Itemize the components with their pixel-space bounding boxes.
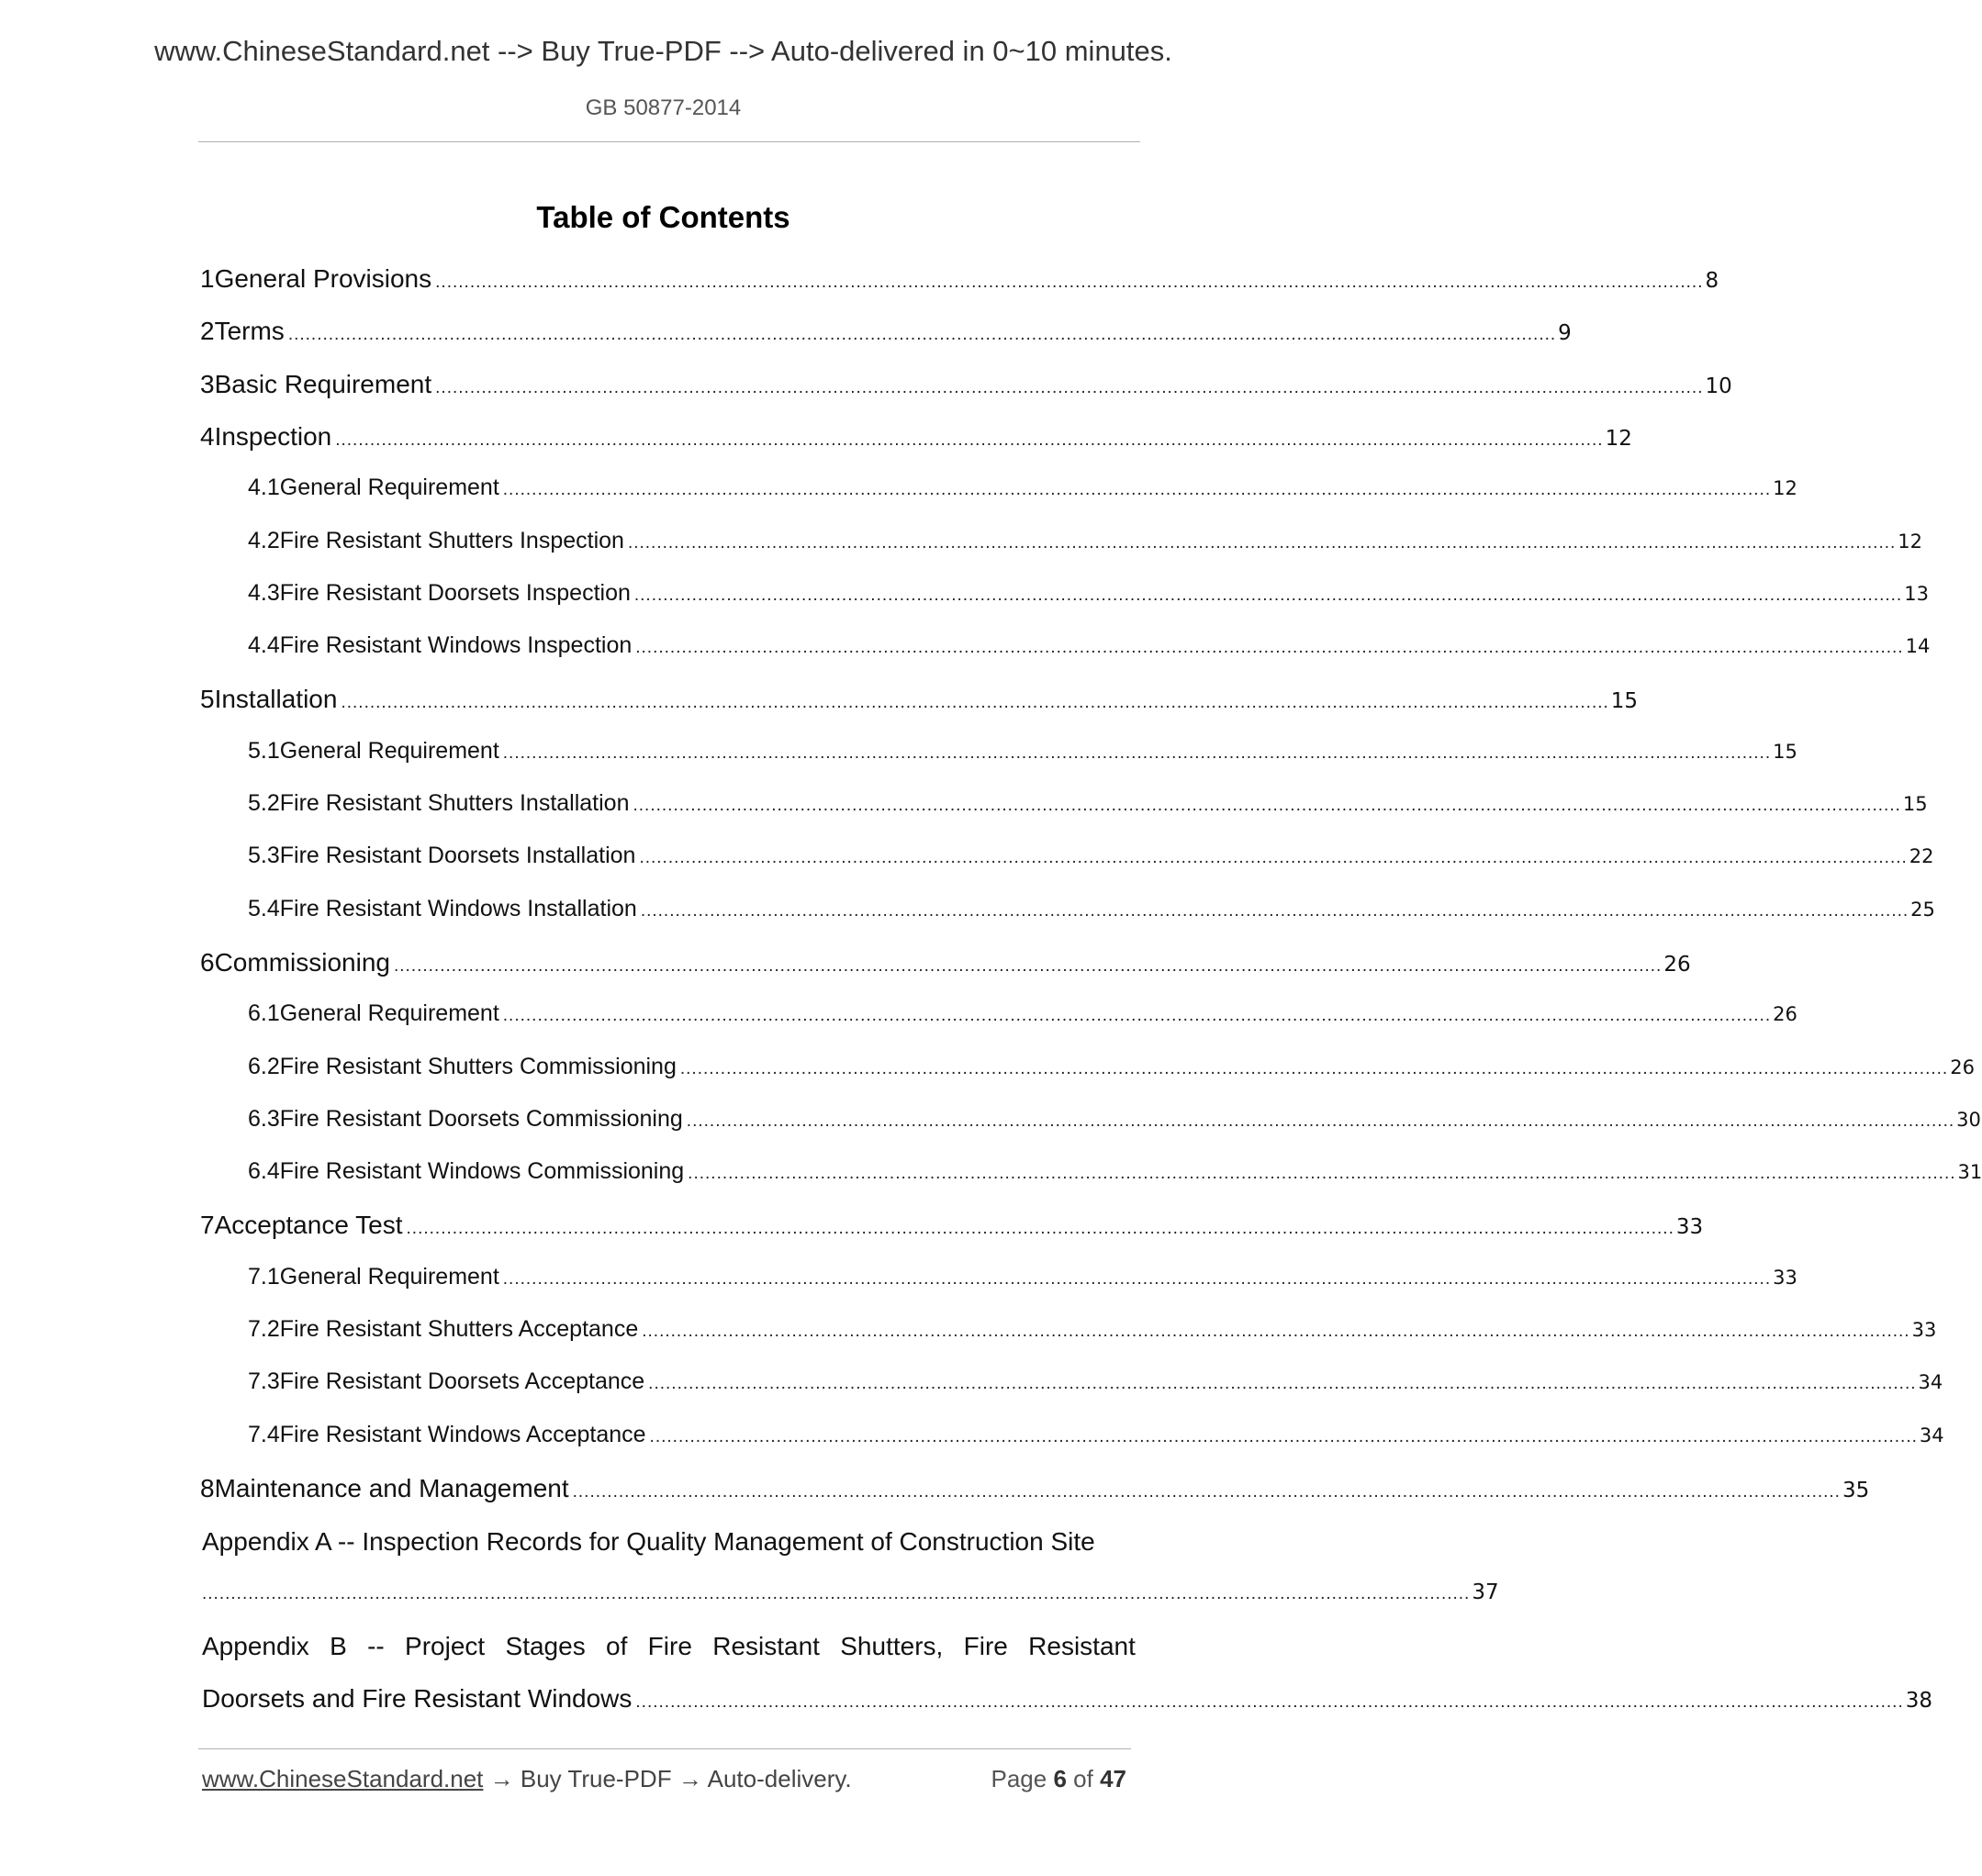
current-page-number: 6: [1053, 1765, 1067, 1792]
toc-number: 2: [200, 317, 215, 345]
leader-dots: ............................................................................................................................................................................................................................: [688, 1164, 1956, 1183]
leader-dots: ............................................................................................................................................................................................................................: [435, 273, 1704, 292]
toc-page-number: 22: [1909, 845, 1934, 867]
toc-section-entry[interactable]: [200, 948, 1691, 977]
leader-dots: ............................................................................................................................................................................................................................: [406, 1219, 1674, 1238]
leader-dots: ............................................................................................................................................................................................................................: [502, 480, 1772, 499]
toc-label: Fire Resistant Windows Commissioning: [279, 1158, 685, 1184]
toc-section-entry[interactable]: [200, 264, 1719, 294]
toc-label: Terms: [214, 317, 285, 345]
appendix-b-word: Fire: [963, 1632, 1008, 1660]
toc-section-entry[interactable]: [200, 685, 1639, 714]
toc-page-number: 12: [1773, 477, 1797, 499]
toc-subsection-entry[interactable]: [248, 1422, 1944, 1448]
leader-dots: ............................................................................................................................................................................................................................: [341, 693, 1609, 712]
toc-label: Maintenance and Management: [214, 1474, 569, 1502]
toc-page-number: 26: [1773, 1003, 1797, 1025]
toc-subsection-entry[interactable]: [248, 1264, 1797, 1290]
page-indicator: [991, 1765, 1126, 1793]
toc-label: Fire Resistant Windows Installation: [279, 896, 637, 921]
toc-number: 7.4: [248, 1422, 280, 1447]
toc-subsection-entry[interactable]: [248, 1368, 1943, 1395]
toc-number: 4.1: [248, 475, 280, 500]
appendix-b-word: Fire: [647, 1632, 692, 1660]
toc-label: Fire Resistant Shutters Inspection: [279, 528, 624, 553]
toc-page-number: 9: [1558, 321, 1572, 345]
appendix-b-title-line2[interactable]: [202, 1684, 1933, 1714]
toc-number: 6.4: [248, 1158, 280, 1184]
toc-label: Doorsets and Fire Resistant Windows: [202, 1684, 633, 1713]
arrow-icon: →: [489, 1765, 514, 1792]
toc-label: General Requirement: [279, 1264, 499, 1290]
toc-label: General Requirement: [279, 738, 499, 764]
toc-page-number: 25: [1910, 899, 1935, 921]
toc-label: Inspection: [214, 422, 332, 451]
page-of-label: of: [1073, 1765, 1093, 1792]
appendix-b-word: Resistant: [712, 1632, 820, 1660]
toc-section-entry[interactable]: [200, 422, 1632, 452]
toc-number: 5: [200, 685, 215, 713]
toc-number: 4.3: [248, 580, 280, 606]
footer-buy-text: Buy True-PDF: [520, 1765, 672, 1792]
leader-dots: ............................................................................................................................................................................................................................: [572, 1482, 1841, 1502]
leader-dots: ............................................................................................................................................................................................................................: [502, 1006, 1772, 1025]
appendix-b-word: Project: [405, 1632, 486, 1660]
toc-page-number: 8: [1705, 269, 1719, 293]
toc-subsection-entry[interactable]: [248, 580, 1929, 607]
toc-number: 3: [200, 370, 215, 398]
toc-page-number: 34: [1918, 1371, 1943, 1393]
toc-section-entry[interactable]: [200, 1474, 1870, 1503]
toc-subsection-entry[interactable]: [248, 1106, 1981, 1133]
footer-site-link[interactable]: www.ChineseStandard.net: [202, 1765, 484, 1792]
toc-page-number: 12: [1898, 530, 1923, 553]
toc-subsection-entry[interactable]: [248, 1316, 1937, 1343]
toc-label: General Requirement: [279, 475, 499, 500]
toc-label: Fire Resistant Doorsets Acceptance: [279, 1368, 645, 1394]
appendix-b-word: --: [367, 1632, 385, 1660]
toc-number: 6.3: [248, 1106, 280, 1132]
toc-page-number: 26: [1950, 1056, 1975, 1078]
toc-subsection-entry[interactable]: [248, 1158, 1982, 1185]
toc-number: 6.1: [248, 1000, 280, 1026]
leader-dots: ............................................................................................................................................................................................................................: [335, 430, 1604, 450]
toc-subsection-entry[interactable]: [248, 896, 1935, 922]
leader-dots: ............................................................................................................................................................................................................................: [633, 586, 1903, 605]
header-divider: [198, 141, 1140, 142]
leader-dots: ............................................................................................................................................................................................................................: [686, 1111, 1955, 1131]
page-label: Page: [991, 1765, 1047, 1792]
toc-number: 4.4: [248, 632, 280, 658]
toc-number: 5.3: [248, 843, 280, 868]
toc-page-number: 33: [1773, 1267, 1797, 1289]
toc-number: 4: [200, 422, 215, 451]
toc-label: Fire Resistant Windows Acceptance: [279, 1422, 646, 1447]
toc-label: Basic Requirement: [214, 370, 432, 398]
leader-dots: ............................................................................................................................................................................................................................: [287, 325, 1557, 344]
leader-dots: ............................................................................................................................................................................................................................: [202, 1584, 1471, 1603]
toc-section-entry[interactable]: [200, 317, 1572, 346]
toc-number: 5.4: [248, 896, 280, 921]
toc-page-number: 10: [1705, 374, 1732, 398]
toc-label: Acceptance Test: [214, 1211, 403, 1239]
appendix-b-title-line1[interactable]: [202, 1632, 1136, 1661]
toc-number: 5.2: [248, 790, 280, 816]
document-id: GB 50877-2014: [585, 95, 742, 120]
toc-section-entry[interactable]: [200, 1211, 1704, 1240]
toc-subsection-entry[interactable]: [248, 738, 1797, 765]
toc-page-number: 33: [1911, 1319, 1937, 1341]
toc-label: General Provisions: [214, 264, 432, 293]
toc-page-number: 38: [1905, 1689, 1933, 1713]
leader-dots: ............................................................................................................................................................................................................................: [649, 1427, 1918, 1446]
appendix-a-title[interactable]: Appendix A -- Inspection Records for Quality Management of Construction Site: [202, 1527, 1095, 1556]
leader-dots: ............................................................................................................................................................................................................................: [633, 796, 1901, 815]
toc-page-number: 35: [1842, 1479, 1870, 1502]
toc-number: 4.2: [248, 528, 280, 553]
toc-page-number: 15: [1610, 689, 1639, 713]
toc-number: 7.2: [248, 1316, 280, 1342]
leader-dots: ............................................................................................................................................................................................................................: [435, 378, 1704, 397]
leader-dots: ............................................................................................................................................................................................................................: [635, 638, 1904, 657]
toc-label: Fire Resistant Doorsets Installation: [279, 843, 636, 868]
toc-page-number: 12: [1605, 427, 1632, 451]
toc-label: Fire Resistant Windows Inspection: [279, 632, 633, 658]
toc-number: 7: [200, 1211, 215, 1239]
leader-dots: ............................................................................................................................................................................................................................: [635, 1692, 1904, 1712]
toc-page-number: 15: [1773, 741, 1797, 763]
toc-page-number: 34: [1919, 1424, 1944, 1446]
footer-promo: [202, 1765, 852, 1793]
leader-dots: ............................................................................................................................................................................................................................: [642, 1322, 1910, 1341]
leader-dots: ............................................................................................................................................................................................................................: [627, 533, 1897, 553]
appendix-b-word: B: [330, 1632, 347, 1660]
footer-divider: [198, 1748, 1131, 1749]
appendix-b-word: of: [606, 1632, 628, 1660]
appendix-a-page-line[interactable]: [202, 1580, 1499, 1604]
toc-subsection-entry[interactable]: [248, 1000, 1797, 1027]
toc-label: General Requirement: [279, 1000, 499, 1026]
footer-delivery-text: Auto-delivery.: [707, 1765, 852, 1792]
toc-label: Fire Resistant Shutters Acceptance: [279, 1316, 639, 1342]
toc-number: 1: [200, 264, 215, 293]
appendix-b-word: Shutters,: [840, 1632, 944, 1660]
appendix-b-word: Resistant: [1028, 1632, 1136, 1660]
leader-dots: ............................................................................................................................................................................................................................: [639, 848, 1908, 867]
toc-number: 6.2: [248, 1054, 280, 1079]
toc-subsection-entry[interactable]: [248, 528, 1923, 554]
appendix-b-word: Appendix: [202, 1632, 309, 1660]
toc-number: 7.3: [248, 1368, 280, 1394]
toc-page-number: 30: [1956, 1109, 1981, 1131]
toc-page-number: 15: [1902, 793, 1928, 815]
toc-page-number: 31: [1957, 1161, 1982, 1183]
leader-dots: ............................................................................................................................................................................................................................: [640, 901, 1909, 921]
total-page-count: 47: [1100, 1765, 1126, 1792]
toc-label: Fire Resistant Doorsets Inspection: [279, 580, 631, 606]
leader-dots: ............................................................................................................................................................................................................................: [502, 1269, 1772, 1289]
toc-label: Fire Resistant Shutters Installation: [279, 790, 630, 816]
toc-number: 6: [200, 948, 215, 977]
toc-label: Fire Resistant Doorsets Commissioning: [279, 1106, 683, 1132]
toc-page-number: 37: [1472, 1580, 1499, 1604]
toc-subsection-entry[interactable]: [248, 790, 1928, 817]
leader-dots: ............................................................................................................................................................................................................................: [502, 743, 1772, 763]
leader-dots: ............................................................................................................................................................................................................................: [679, 1059, 1949, 1078]
toc-subsection-entry[interactable]: [248, 475, 1797, 501]
leader-dots: ............................................................................................................................................................................................................................: [648, 1374, 1917, 1393]
page-title: Table of Contents: [536, 200, 790, 234]
toc-page-number: 26: [1663, 953, 1691, 977]
toc-page-number: 14: [1905, 635, 1931, 657]
leader-dots: ............................................................................................................................................................................................................................: [393, 956, 1663, 976]
toc-label: Installation: [214, 685, 338, 713]
toc-number: 5.1: [248, 738, 280, 764]
toc-subsection-entry[interactable]: [248, 632, 1931, 659]
header-banner: www.ChineseStandard.net --> Buy True-PDF --> Auto-delivered in 0~10 minutes.: [154, 35, 1172, 67]
toc-number: 7.1: [248, 1264, 280, 1290]
toc-page-number: 33: [1675, 1215, 1704, 1239]
toc-label: Fire Resistant Shutters Commissioning: [279, 1054, 677, 1079]
appendix-b-word: Stages: [505, 1632, 586, 1660]
toc-subsection-entry[interactable]: [248, 1054, 1975, 1080]
toc-label: Commissioning: [214, 948, 390, 977]
arrow-icon: →: [677, 1765, 702, 1792]
toc-section-entry[interactable]: [200, 370, 1732, 399]
toc-number: 8: [200, 1474, 215, 1502]
toc-page-number: 13: [1904, 583, 1929, 605]
toc-subsection-entry[interactable]: [248, 843, 1934, 869]
